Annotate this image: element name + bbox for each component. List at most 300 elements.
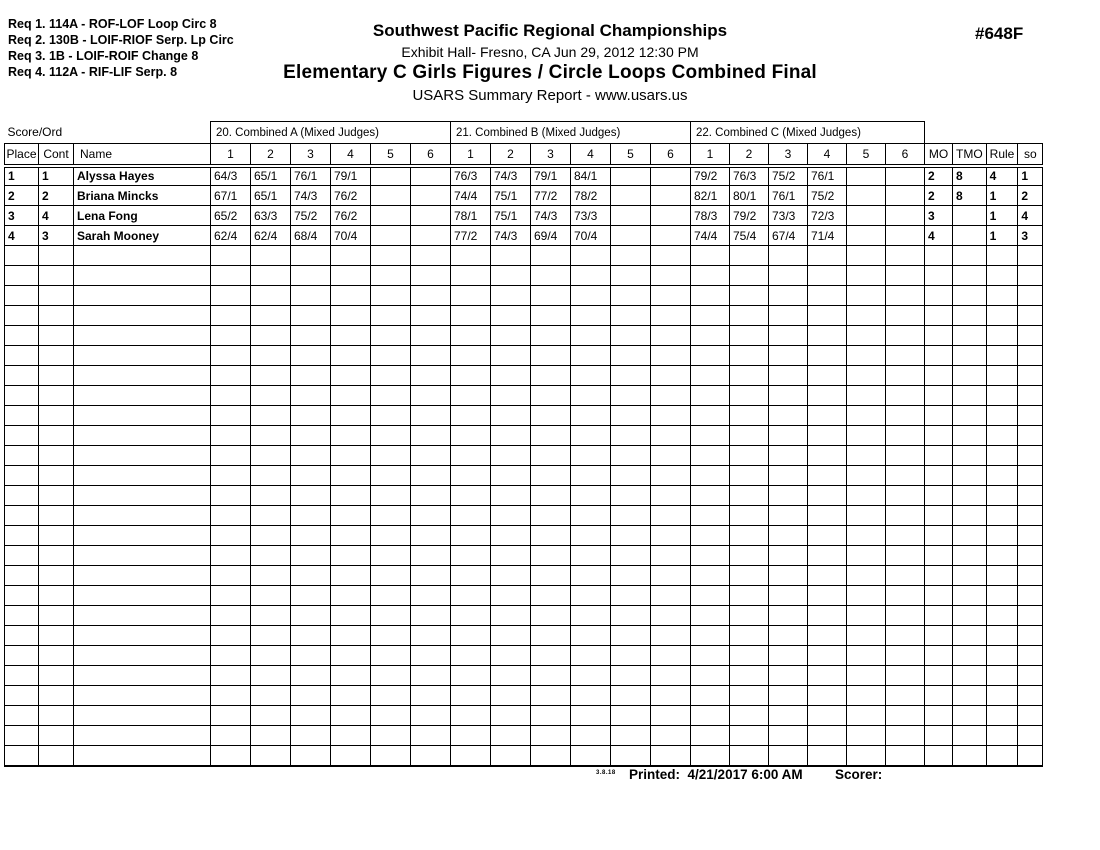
cont-cell <box>39 566 74 586</box>
judge-score-cell <box>331 306 371 326</box>
rule-cell <box>986 606 1018 626</box>
judge-score-cell <box>211 706 251 726</box>
place-cell <box>5 366 39 386</box>
judge-score-cell <box>211 506 251 526</box>
tmo-cell <box>953 286 987 306</box>
cont-cell <box>39 726 74 746</box>
empty-row <box>5 446 1043 466</box>
judge-score-cell <box>411 226 451 246</box>
requirement-line: Req 3. 1B - LOIF-ROIF Change 8 <box>8 49 199 63</box>
place-cell <box>5 306 39 326</box>
judge-score-cell <box>847 386 886 406</box>
judge-score-cell <box>251 326 291 346</box>
judge-score-cell <box>886 666 925 686</box>
judge-score-cell <box>651 406 691 426</box>
judge-score-cell <box>291 506 331 526</box>
judge-score-cell <box>451 346 491 366</box>
judge-score-cell: 72/3 <box>808 206 847 226</box>
judge-score-cell <box>651 426 691 446</box>
mo-cell <box>925 286 953 306</box>
name-cell <box>74 466 211 486</box>
judge-score-cell <box>451 586 491 606</box>
judge-score-cell <box>808 466 847 486</box>
judge-score-cell <box>371 506 411 526</box>
judge-score-cell <box>847 666 886 686</box>
tmo-cell <box>953 586 987 606</box>
judge-score-cell <box>571 286 611 306</box>
championship-title: Southwest Pacific Regional Championships <box>372 21 728 40</box>
judge-score-cell <box>491 386 531 406</box>
judge-score-cell <box>571 366 611 386</box>
judge-score-cell <box>886 706 925 726</box>
judge-score-cell: 74/3 <box>491 166 531 186</box>
judge-score-cell <box>847 266 886 286</box>
judge-score-cell <box>651 166 691 186</box>
judge-score-cell: 74/4 <box>691 226 730 246</box>
so-cell <box>1018 726 1043 746</box>
rule-cell <box>986 526 1018 546</box>
name-cell <box>74 686 211 706</box>
judge-score-cell <box>611 726 651 746</box>
column-header-result: Rule <box>986 144 1018 166</box>
judge-score-cell <box>451 706 491 726</box>
judge-score-cell <box>730 526 769 546</box>
column-header-place: Place <box>5 144 39 166</box>
judge-score-cell <box>808 426 847 446</box>
judge-score-cell <box>651 746 691 766</box>
mo-cell <box>925 266 953 286</box>
judge-score-cell <box>769 386 808 406</box>
column-header-row <box>5 144 1043 166</box>
judge-score-cell <box>847 206 886 226</box>
place-cell <box>5 486 39 506</box>
judge-score-cell <box>371 566 411 586</box>
judge-score-cell <box>886 226 925 246</box>
column-header-result: MO <box>925 144 953 166</box>
judge-score-cell <box>451 266 491 286</box>
judge-score-cell <box>611 626 651 646</box>
judge-score-cell <box>371 306 411 326</box>
rule-cell <box>986 246 1018 266</box>
name-cell <box>74 586 211 606</box>
judge-score-cell <box>411 346 451 366</box>
judge-score-cell <box>808 706 847 726</box>
judge-score-cell <box>611 466 651 486</box>
judge-score-cell <box>491 646 531 666</box>
judge-score-cell: 79/2 <box>691 166 730 186</box>
empty-row <box>5 466 1043 486</box>
judge-score-cell: 65/1 <box>251 186 291 206</box>
judge-score-cell <box>371 406 411 426</box>
cont-cell <box>39 406 74 426</box>
judge-score-cell <box>371 646 411 666</box>
judge-score-cell <box>847 686 886 706</box>
judge-score-cell <box>847 646 886 666</box>
mo-cell <box>925 406 953 426</box>
judge-score-cell <box>371 446 411 466</box>
judge-score-cell <box>211 426 251 446</box>
empty-row <box>5 426 1043 446</box>
judge-score-cell <box>769 466 808 486</box>
judge-score-cell: 75/1 <box>491 186 531 206</box>
judge-score-cell: 63/3 <box>251 206 291 226</box>
judge-score-cell <box>571 686 611 706</box>
empty-row <box>5 366 1043 386</box>
place-cell <box>5 446 39 466</box>
judge-score-cell <box>251 686 291 706</box>
so-cell <box>1018 306 1043 326</box>
judge-score-cell <box>847 586 886 606</box>
judge-score-cell <box>847 526 886 546</box>
judge-score-cell <box>808 366 847 386</box>
name-cell: Sarah Mooney <box>74 226 211 246</box>
rule-cell <box>986 706 1018 726</box>
judge-score-cell <box>371 226 411 246</box>
empty-row <box>5 686 1043 706</box>
judge-score-cell <box>371 546 411 566</box>
tmo-cell <box>953 626 987 646</box>
rule-cell <box>986 646 1018 666</box>
judge-score-cell <box>251 626 291 646</box>
so-cell: 4 <box>1018 206 1043 226</box>
judge-score-cell <box>847 306 886 326</box>
rule-cell <box>986 506 1018 526</box>
judge-score-cell <box>691 526 730 546</box>
judge-score-cell: 79/1 <box>531 166 571 186</box>
mo-cell <box>925 706 953 726</box>
judge-score-cell: 65/2 <box>211 206 251 226</box>
judge-score-cell <box>847 246 886 266</box>
judge-score-cell: 76/2 <box>331 186 371 206</box>
place-cell <box>5 346 39 366</box>
judge-score-cell <box>411 266 451 286</box>
judge-score-cell <box>651 606 691 626</box>
cont-cell <box>39 346 74 366</box>
judge-score-cell: 76/1 <box>291 166 331 186</box>
rule-cell: 1 <box>986 186 1018 206</box>
judge-score-cell <box>251 446 291 466</box>
judge-score-cell <box>571 746 611 766</box>
judge-score-cell: 70/4 <box>331 226 371 246</box>
name-cell <box>74 346 211 366</box>
judge-score-cell <box>291 626 331 646</box>
judge-score-cell <box>371 246 411 266</box>
judge-score-cell <box>808 506 847 526</box>
judge-score-cell <box>571 306 611 326</box>
judge-score-cell <box>691 266 730 286</box>
judge-score-cell <box>531 366 571 386</box>
judge-score-cell <box>411 426 451 446</box>
mo-cell <box>925 606 953 626</box>
judge-score-cell <box>611 306 651 326</box>
judge-score-cell <box>886 446 925 466</box>
judge-score-cell <box>571 486 611 506</box>
cont-cell <box>39 686 74 706</box>
place-cell <box>5 706 39 726</box>
judge-score-cell <box>571 626 611 646</box>
so-cell <box>1018 246 1043 266</box>
name-cell <box>74 306 211 326</box>
judge-score-cell <box>291 566 331 586</box>
rule-cell <box>986 446 1018 466</box>
judge-score-cell <box>571 466 611 486</box>
judge-score-cell <box>531 406 571 426</box>
judge-score-cell <box>847 346 886 366</box>
so-cell <box>1018 266 1043 286</box>
judge-score-cell <box>611 666 651 686</box>
judge-score-cell <box>531 486 571 506</box>
so-cell <box>1018 586 1043 606</box>
tmo-cell <box>953 746 987 766</box>
judge-score-cell <box>886 406 925 426</box>
judge-score-cell <box>808 606 847 626</box>
judge-score-cell <box>371 206 411 226</box>
judge-score-cell <box>730 246 769 266</box>
rule-cell <box>986 626 1018 646</box>
judge-score-cell <box>251 726 291 746</box>
place-cell <box>5 246 39 266</box>
judge-score-cell <box>808 446 847 466</box>
judge-score-cell <box>611 346 651 366</box>
mo-cell: 4 <box>925 226 953 246</box>
judge-score-cell <box>531 426 571 446</box>
empty-row <box>5 326 1043 346</box>
judge-score-cell: 75/2 <box>808 186 847 206</box>
column-header-judge: 4 <box>571 144 611 166</box>
judge-score-cell <box>886 466 925 486</box>
mo-cell <box>925 346 953 366</box>
judge-score-cell <box>691 506 730 526</box>
name-cell <box>74 486 211 506</box>
tmo-cell <box>953 386 987 406</box>
judge-score-cell <box>886 346 925 366</box>
judge-score-cell <box>808 326 847 346</box>
judge-score-cell <box>571 426 611 446</box>
judge-score-cell <box>611 706 651 726</box>
judge-score-cell <box>451 606 491 626</box>
judge-score-cell <box>730 266 769 286</box>
judge-score-cell <box>451 326 491 346</box>
judge-score-cell <box>571 506 611 526</box>
rule-cell <box>986 266 1018 286</box>
judge-score-cell <box>451 626 491 646</box>
judge-score-cell <box>886 386 925 406</box>
printed-line <box>629 767 803 782</box>
judge-score-cell <box>886 586 925 606</box>
judge-score-cell <box>371 426 411 446</box>
column-header-cont: Cont <box>39 144 74 166</box>
tmo-cell <box>953 506 987 526</box>
empty-row <box>5 406 1043 426</box>
judge-score-cell <box>331 726 371 746</box>
rule-cell: 1 <box>986 206 1018 226</box>
judge-score-cell <box>531 586 571 606</box>
so-cell: 2 <box>1018 186 1043 206</box>
cont-cell <box>39 666 74 686</box>
judge-score-cell <box>611 446 651 466</box>
skater-row <box>5 166 1043 186</box>
judge-score-cell <box>769 706 808 726</box>
cont-cell: 3 <box>39 226 74 246</box>
judge-score-cell <box>211 686 251 706</box>
judge-score-cell: 73/3 <box>769 206 808 226</box>
rule-cell <box>986 546 1018 566</box>
column-header-judge: 6 <box>411 144 451 166</box>
place-cell <box>5 746 39 766</box>
tmo-cell <box>953 486 987 506</box>
judge-score-cell <box>651 486 691 506</box>
judge-score-cell: 77/2 <box>531 186 571 206</box>
judge-score-cell <box>886 206 925 226</box>
cont-cell <box>39 626 74 646</box>
mo-cell <box>925 526 953 546</box>
cont-cell <box>39 326 74 346</box>
judge-score-cell <box>730 446 769 466</box>
judge-score-cell <box>886 686 925 706</box>
judge-score-cell <box>691 326 730 346</box>
judge-score-cell <box>251 306 291 326</box>
judge-score-cell <box>291 286 331 306</box>
judge-score-cell: 84/1 <box>571 166 611 186</box>
column-header-judge: 1 <box>451 144 491 166</box>
judge-score-cell: 64/3 <box>211 166 251 186</box>
judge-score-cell <box>291 326 331 346</box>
judge-score-cell <box>571 346 611 366</box>
judge-score-cell <box>491 326 531 346</box>
judge-score-cell <box>651 666 691 686</box>
judge-score-cell <box>651 286 691 306</box>
judge-score-cell <box>211 266 251 286</box>
judge-score-cell <box>886 566 925 586</box>
cont-cell <box>39 526 74 546</box>
judge-score-cell <box>251 386 291 406</box>
judge-score-cell <box>808 406 847 426</box>
judge-group-header-row <box>5 122 1043 144</box>
judge-score-cell <box>531 286 571 306</box>
judge-score-cell <box>808 546 847 566</box>
tmo-cell <box>953 446 987 466</box>
judge-score-cell <box>730 626 769 646</box>
event-number: #648F <box>975 24 1024 43</box>
so-cell <box>1018 426 1043 446</box>
judge-score-cell <box>291 346 331 366</box>
judge-score-cell <box>769 746 808 766</box>
judge-score-cell <box>808 486 847 506</box>
judge-score-cell <box>531 606 571 626</box>
judge-score-cell <box>847 506 886 526</box>
judge-score-cell <box>611 546 651 566</box>
judge-score-cell <box>411 606 451 626</box>
judge-score-cell <box>331 506 371 526</box>
judge-score-cell <box>331 586 371 606</box>
judge-score-cell <box>451 526 491 546</box>
judge-score-cell <box>331 346 371 366</box>
judge-score-cell <box>571 546 611 566</box>
judge-score-cell <box>291 366 331 386</box>
judge-score-cell <box>531 266 571 286</box>
judge-score-cell <box>451 386 491 406</box>
judge-score-cell <box>331 626 371 646</box>
judge-score-cell <box>451 406 491 426</box>
mo-cell <box>925 446 953 466</box>
judge-score-cell <box>886 306 925 326</box>
tmo-cell <box>953 406 987 426</box>
judge-score-cell: 76/2 <box>331 206 371 226</box>
judge-score-cell <box>611 686 651 706</box>
judge-score-cell <box>531 566 571 586</box>
program-version: 3.8.18 <box>596 770 616 776</box>
results-table <box>4 121 1043 767</box>
judge-score-cell: 74/3 <box>531 206 571 226</box>
judge-score-cell <box>411 506 451 526</box>
column-header-judge: 1 <box>211 144 251 166</box>
judge-score-cell <box>411 526 451 546</box>
judge-score-cell <box>730 746 769 766</box>
rule-cell <box>986 386 1018 406</box>
judge-score-cell <box>371 686 411 706</box>
judge-score-cell <box>691 706 730 726</box>
judge-score-cell <box>411 466 451 486</box>
name-cell <box>74 626 211 646</box>
judge-score-cell <box>611 166 651 186</box>
empty-row <box>5 586 1043 606</box>
cont-cell <box>39 486 74 506</box>
judge-score-cell <box>411 586 451 606</box>
cont-cell <box>39 646 74 666</box>
judge-score-cell <box>847 626 886 646</box>
tmo-cell <box>953 726 987 746</box>
judge-score-cell <box>808 266 847 286</box>
rule-cell <box>986 326 1018 346</box>
judge-score-cell: 75/2 <box>291 206 331 226</box>
column-header-judge: 6 <box>651 144 691 166</box>
judge-score-cell <box>691 566 730 586</box>
judge-score-cell: 76/1 <box>808 166 847 186</box>
cont-cell <box>39 426 74 446</box>
judge-score-cell <box>611 566 651 586</box>
place-cell: 4 <box>5 226 39 246</box>
mo-cell <box>925 386 953 406</box>
judge-score-cell <box>730 286 769 306</box>
cont-cell <box>39 546 74 566</box>
tmo-cell <box>953 706 987 726</box>
judge-score-cell <box>491 506 531 526</box>
so-cell <box>1018 666 1043 686</box>
judge-score-cell: 71/4 <box>808 226 847 246</box>
empty-row <box>5 246 1043 266</box>
scorer-label: Scorer: <box>835 767 883 782</box>
judge-score-cell <box>769 426 808 446</box>
column-header-judge: 4 <box>808 144 847 166</box>
judge-score-cell <box>331 646 371 666</box>
judge-score-cell <box>411 406 451 426</box>
judge-score-cell <box>251 426 291 446</box>
judge-score-cell <box>808 666 847 686</box>
so-cell <box>1018 606 1043 626</box>
judge-score-cell <box>847 406 886 426</box>
name-cell <box>74 746 211 766</box>
judge-score-cell <box>651 186 691 206</box>
mo-cell: 2 <box>925 186 953 206</box>
judge-score-cell <box>571 666 611 686</box>
rule-cell <box>986 286 1018 306</box>
judge-score-cell <box>730 646 769 666</box>
place-cell <box>5 406 39 426</box>
judge-score-cell <box>251 546 291 566</box>
judge-score-cell: 79/1 <box>331 166 371 186</box>
judge-score-cell <box>371 706 411 726</box>
judge-score-cell <box>769 326 808 346</box>
